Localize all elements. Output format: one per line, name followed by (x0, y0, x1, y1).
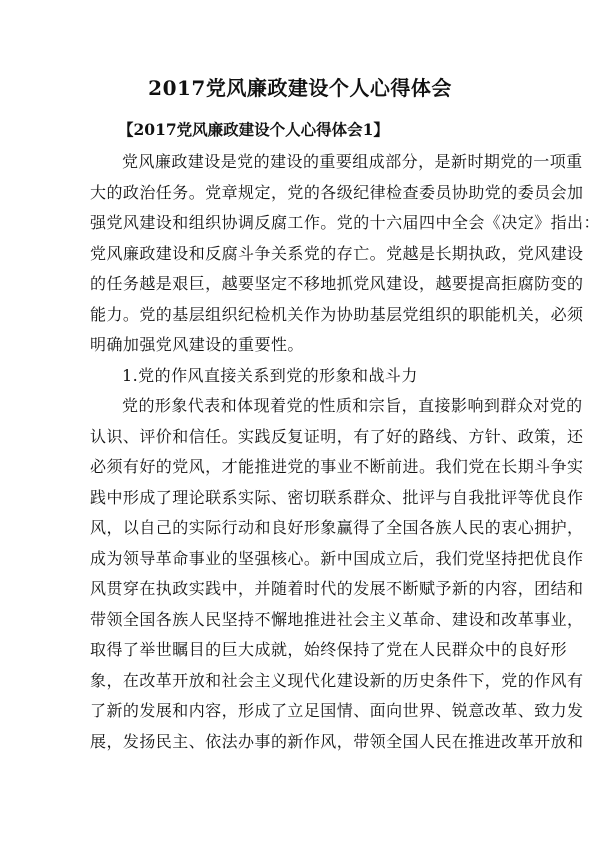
paragraph-line: 必须有好的党风，才能推进党的事业不断前进。我们党在长期斗争实 (90, 457, 584, 476)
paragraph-line: 成为领导革命事业的坚强核心。新中国成立后，我们党坚持把优良作 (90, 548, 584, 568)
paragraph-line: 强党风建设和组织协调反腐工作。党的十六届四中全会《决定》指出： (90, 213, 600, 232)
paragraph-line: 取得了举世瞩目的巨大成就，始终保持了党在人民群众中的良好形 (90, 640, 568, 659)
document-title: 2017党风廉政建设个人心得体会 (148, 76, 452, 100)
paragraph-line: 党风廉政建设和反腐斗争关系党的存亡。党越是长期执政，党风建设 (90, 243, 584, 263)
paragraph-line: 践中形成了理论联系实际、密切联系群众、批评与自我批评等优良作 (90, 487, 584, 507)
paragraph-line: 明确加强党风建设的重要性。 (90, 335, 304, 354)
paragraph-line: 象，在改革开放和社会主义现代化建设新的历史条件下，党的作风有 (90, 670, 584, 690)
paragraph-line: 的任务越是艰巨，越要坚定不移地抓党风建设，越要提高拒腐防变的 (90, 274, 584, 293)
paragraph-line: 能力。党的基层组织纪检机关作为协助基层党组织的职能机关，必须 (90, 304, 584, 324)
document-body (90, 147, 600, 757)
paragraph-line: 带领全国各族人民坚持不懈地推进社会主义革命、建设和改革事业， (90, 609, 584, 629)
paragraph-line: 1.党的作风直接关系到党的形象和战斗力 (122, 365, 418, 385)
paragraph-line: 了新的发展和内容，形成了立足国情、面向世界、锐意改革、致力发 (90, 701, 584, 720)
section-heading: 【2017党风廉政建设个人心得体会1】 (118, 120, 389, 139)
paragraph-line: 风，以自己的实际行动和良好形象赢得了全国各族人民的衷心拥护， (90, 518, 584, 537)
paragraph-line: 党风廉政建设是党的建设的重要组成部分，是新时期党的一项重 (122, 152, 583, 171)
paragraph-line: 大的政治任务。党章规定，党的各级纪律检查委员协助党的委员会加 (90, 182, 584, 202)
subheading-point-1 (90, 361, 525, 392)
paragraph-line: 展，发扬民主、依法办事的新作风，带领全国人民在推进改革开放和 (90, 731, 584, 751)
paragraph-line: 风贯穿在执政实践中，并随着时代的发展不断赋予新的内容，团结和 (90, 579, 584, 598)
paragraph-line: 党的形象代表和体现着党的性质和宗旨，直接影响到群众对党的 (122, 396, 583, 415)
paragraph-party-conduct (90, 147, 600, 361)
paragraph-line: 认识、评价和信任。实践反复证明，有了好的路线、方针、政策，还 (90, 426, 584, 446)
paragraph-party-image (90, 391, 584, 757)
